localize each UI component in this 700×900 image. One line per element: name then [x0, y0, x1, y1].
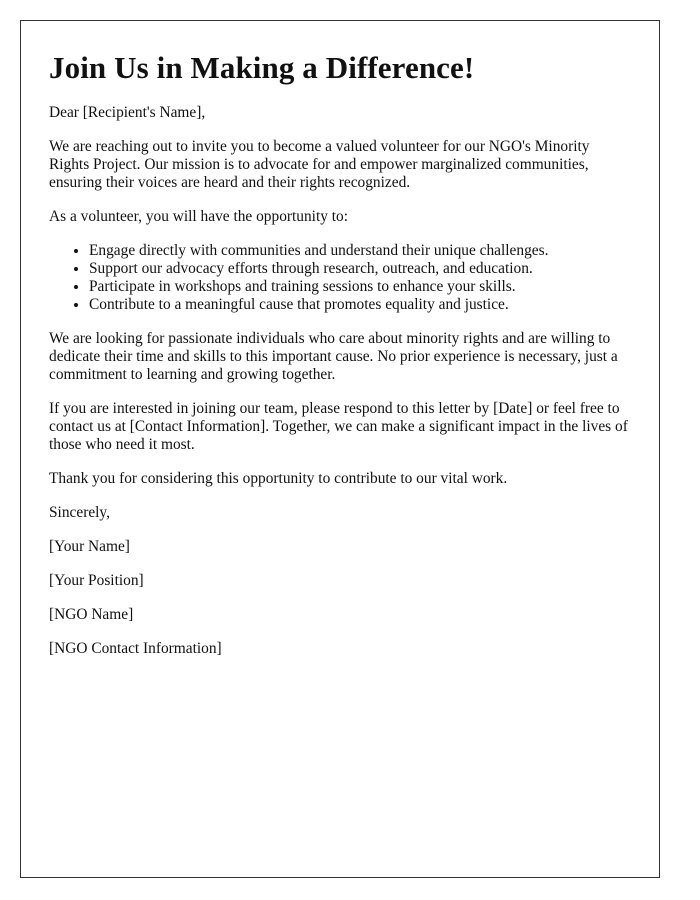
thank-you-paragraph: Thank you for considering this opportunity to contribute to our vital work. — [49, 470, 508, 487]
signature-ngo-contact: [NGO Contact Information] — [49, 640, 222, 657]
contact-paragraph: If you are interested in joining our team, please respond to this letter by [Date] or feel free to contact us at [Contact Information]. Together, we can make a significant impact in the lives of those who need it most. — [49, 400, 628, 453]
salutation: Dear [Recipient's Name], — [49, 104, 206, 121]
list-item: • Support our advocacy efforts through research, outreach, and education. — [89, 260, 631, 278]
opportunity-list — [49, 242, 631, 314]
sign-off: Sincerely, — [49, 504, 110, 521]
intro-paragraph: We are reaching out to invite you to become a valued volunteer for our NGO's Minority Rights Project. Our mission is to advocate for and empower marginalized communities, ensuring their voices are heard and their rights recognized. — [49, 138, 590, 191]
signature-name: [Your Name] — [49, 538, 130, 555]
list-item: • Participate in workshops and training sessions to enhance your skills. — [89, 278, 631, 296]
signature-ngo-name: [NGO Name] — [49, 606, 134, 623]
signature-position: [Your Position] — [49, 572, 144, 589]
opportunity-intro: As a volunteer, you will have the opportunity to: — [49, 208, 349, 225]
list-item: • Engage directly with communities and understand their unique challenges. — [89, 242, 631, 260]
letter-title: Join Us in Making a Difference! — [49, 50, 475, 85]
letter-frame — [20, 20, 660, 878]
list-item: • Contribute to a meaningful cause that promotes equality and justice. — [89, 296, 631, 314]
requirements-paragraph: We are looking for passionate individuals who care about minority rights and are willing to dedicate their time and skills to this important cause. No prior experience is necessary, just a commitment to learning and growing together. — [49, 330, 618, 383]
